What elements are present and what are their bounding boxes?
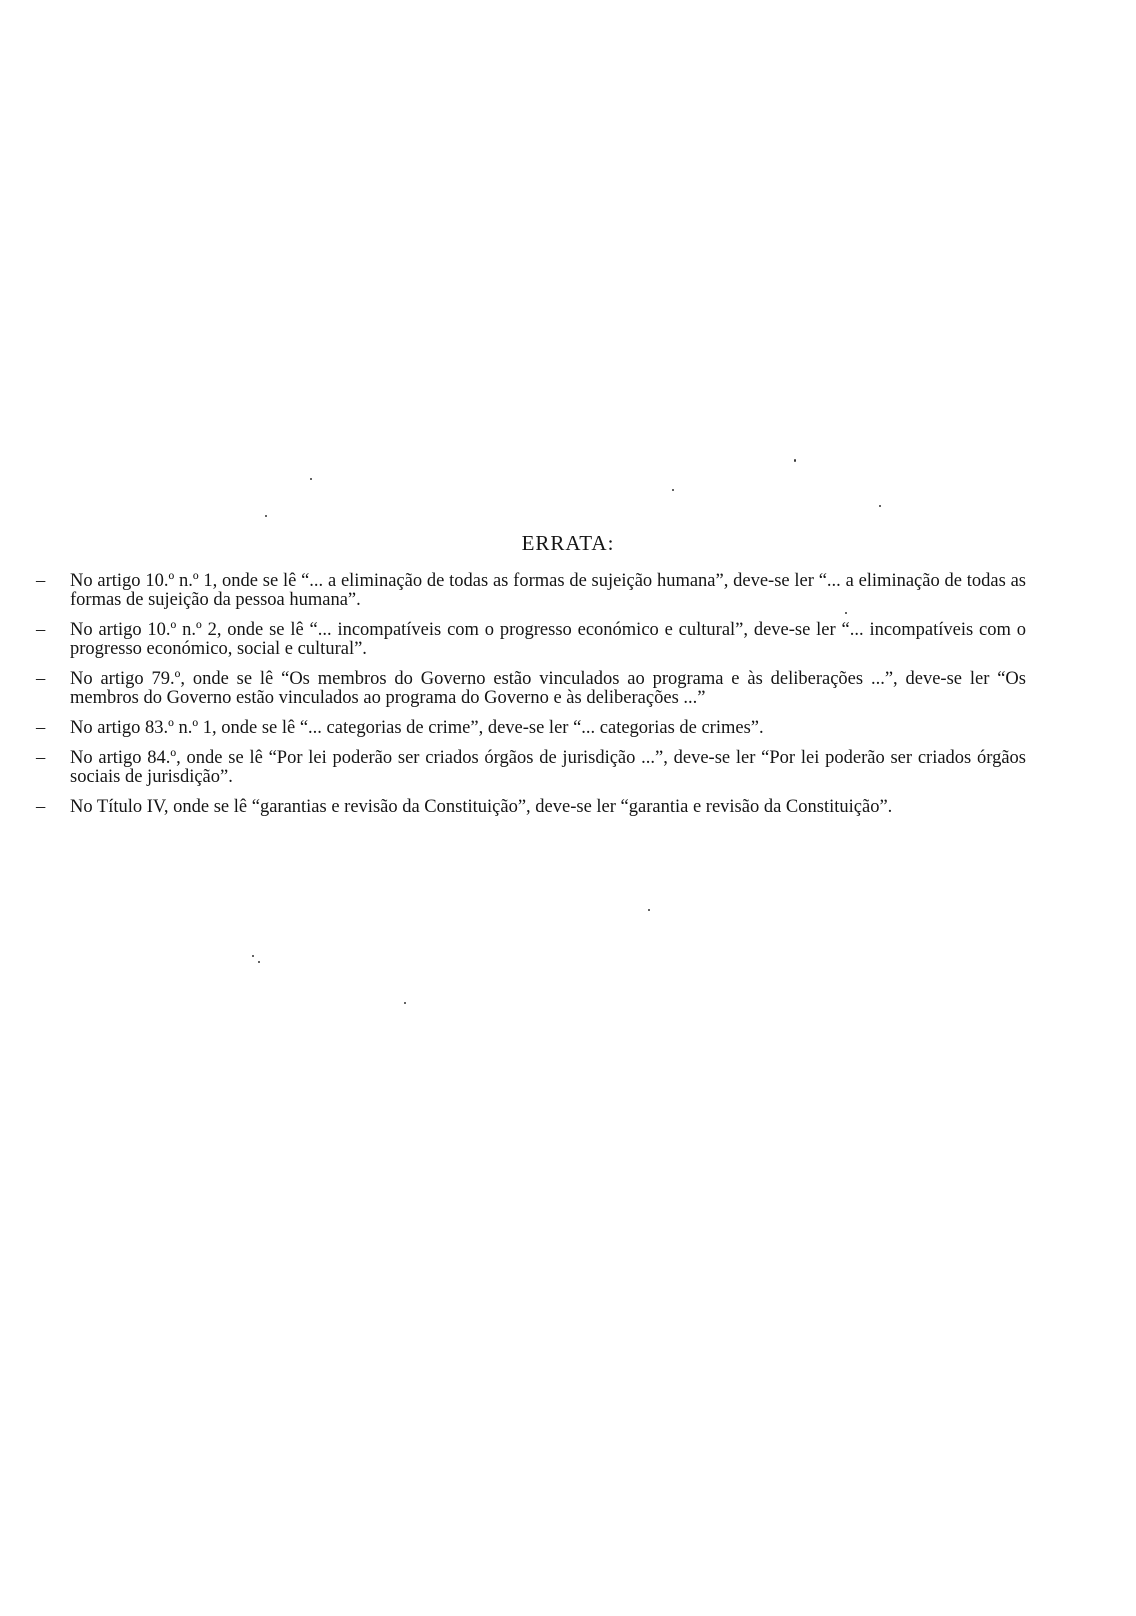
- dash-bullet: –: [36, 718, 46, 738]
- scan-speck: [265, 515, 267, 517]
- scan-speck: [404, 1002, 406, 1004]
- errata-item-text: No artigo 79.º, onde se lê “Os membros do Governo estão vinculados ao programa e às deliberações ...”, deve-se ler “Os membros do Governo estão vinculados ao programa do Governo e às deliberações ...”: [70, 669, 1026, 708]
- scan-speck: [258, 961, 260, 963]
- dash-bullet: –: [36, 797, 46, 817]
- errata-list: [36, 572, 1026, 828]
- errata-item-text: No artigo 10.º n.º 1, onde se lê “... a eliminação de todas as formas de sujeição humana”, deve-se ler “... a eliminação de todas as formas de sujeição da pessoa humana”.: [70, 571, 1026, 610]
- scan-speck: [794, 459, 796, 462]
- dash-bullet: –: [36, 620, 46, 640]
- scan-speck: [879, 505, 881, 507]
- scan-speck: [648, 909, 650, 911]
- errata-item: [36, 719, 1026, 738]
- errata-item: [36, 621, 1026, 659]
- errata-item-text: No artigo 10.º n.º 2, onde se lê “... incompatíveis com o progresso económico e cultural”, deve-se ler “... incompatíveis com o progresso económico, social e cultural”.: [70, 620, 1026, 659]
- errata-item-text: No artigo 83.º n.º 1, onde se lê “... categorias de crime”, deve-se ler “... categorias de crimes”.: [70, 718, 764, 738]
- errata-item-text: No artigo 84.º, onde se lê “Por lei poderão ser criados órgãos de jurisdição ...”, deve-se ler “Por lei poderão ser criados órgãos sociais de jurisdição”.: [70, 748, 1026, 787]
- errata-item: [36, 572, 1026, 610]
- scan-speck: [310, 478, 312, 480]
- dash-bullet: –: [36, 669, 46, 689]
- scan-speck: [845, 612, 847, 614]
- errata-title: ERRATA:: [521, 531, 615, 555]
- errata-item-text: No Título IV, onde se lê “garantias e revisão da Constituição”, deve-se ler “garantia e revisão da Constituição”.: [70, 797, 893, 817]
- errata-item: [36, 670, 1026, 708]
- errata-item: [36, 749, 1026, 787]
- dash-bullet: –: [36, 571, 46, 591]
- errata-item: [36, 798, 1026, 817]
- scan-speck: [672, 489, 674, 491]
- dash-bullet: –: [36, 748, 46, 768]
- scan-speck: [252, 955, 254, 957]
